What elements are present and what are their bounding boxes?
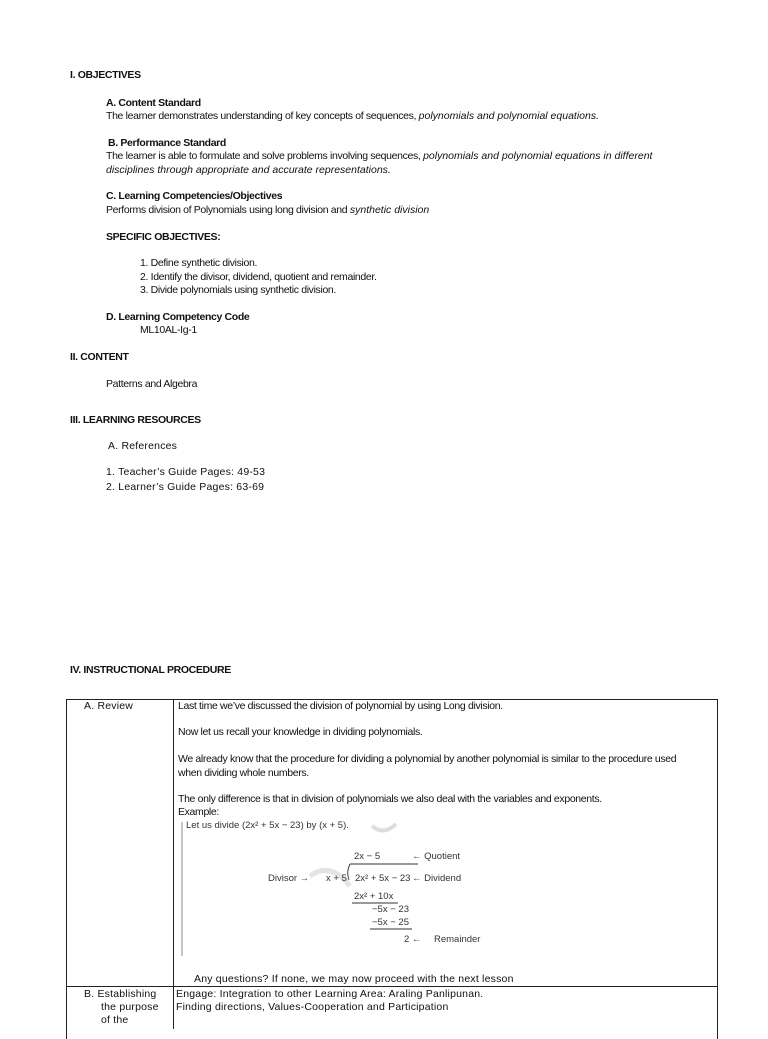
figure-remainder-label: Remainder: [434, 934, 481, 945]
review-label: A. Review: [84, 700, 134, 712]
references-title: A. References: [108, 440, 178, 452]
specific-objective-item: 1. Define synthetic division.: [140, 257, 258, 269]
figure-dividend: 2x² + 5x − 23: [355, 873, 411, 884]
competency-code-value: ML10AL-Ig-1: [140, 324, 197, 336]
content-standard-text: The learner demonstrates understanding of key concepts of sequences, polynomials and polynomial equations.: [106, 110, 600, 122]
figure-step: −5x − 23: [372, 904, 409, 915]
long-division-figure: [180, 816, 490, 961]
performance-standard-text-cont: disciplines through appropriate and accurate representations.: [106, 164, 391, 176]
establishing-label: B. Establishing: [84, 988, 157, 1000]
establishing-label-cont: of the: [101, 1014, 129, 1026]
table-row-divider: [66, 986, 718, 987]
content-text: Patterns and Algebra: [106, 378, 198, 390]
figure-step: 2x² + 10x: [354, 891, 394, 902]
specific-objective-item: 3. Divide polynomials using synthetic division.: [140, 284, 336, 296]
performance-standard-title: B. Performance Standard: [108, 137, 226, 149]
example-label: Example:: [178, 806, 219, 818]
reference-item: 2. Learner’s Guide Pages: 63-69: [106, 481, 265, 493]
figure-intro: Let us divide (2x² + 5x − 23) by (x + 5).: [186, 820, 349, 831]
content-heading: II. CONTENT: [70, 351, 129, 363]
figure-dividend-label: ← Dividend: [412, 873, 462, 884]
competencies-text: Performs division of Polynomials using long division and synthetic division: [106, 204, 430, 216]
figure-divisor-label: Divisor →: [268, 873, 310, 884]
review-paragraph: Now let us recall your knowledge in dividing polynomials.: [178, 726, 423, 738]
establishing-text: Engage: Integration to other Learning Area: Araling Panlipunan.: [176, 988, 484, 1000]
review-paragraph: We already know that the procedure for dividing a polynomial by another polynomial is similar to the procedure used: [178, 753, 677, 765]
reference-item: 1. Teacher’s Guide Pages: 49-53: [106, 466, 266, 478]
figure-remainder: 2 ←: [404, 934, 422, 945]
resources-heading: III. LEARNING RESOURCES: [70, 414, 201, 426]
performance-standard-text: The learner is able to formulate and solve problems involving sequences, polynomials and polynomial equations in different: [106, 150, 653, 162]
table-column-divider: [173, 699, 174, 1029]
figure-divisor: x + 5: [326, 873, 347, 884]
content-standard-title: A. Content Standard: [106, 97, 201, 109]
figure-step: −5x − 25: [372, 917, 409, 928]
competency-code-title: D. Learning Competency Code: [106, 311, 250, 323]
review-paragraph: The only difference is that in division of polynomials we also deal with the variables and exponents.: [178, 793, 602, 805]
review-paragraph: Last time we’ve discussed the division of polynomial by using Long division.: [178, 700, 503, 712]
competencies-title: C. Learning Competencies/Objectives: [106, 190, 283, 202]
specific-objectives-title: SPECIFIC OBJECTIVES:: [106, 231, 221, 243]
specific-objective-item: 2. Identify the divisor, dividend, quotient and remainder.: [140, 271, 377, 283]
review-closing: Any questions? If none, we may now proceed with the next lesson: [194, 973, 514, 985]
establishing-label-cont: the purpose: [101, 1001, 159, 1013]
review-paragraph-cont: when dividing whole numbers.: [178, 767, 309, 779]
procedure-heading: IV. INSTRUCTIONAL PROCEDURE: [70, 664, 231, 676]
figure-quotient: 2x − 5: [354, 851, 381, 862]
figure-quotient-label: ← Quotient: [412, 851, 461, 862]
establishing-text: Finding directions, Values-Cooperation and Participation: [176, 1001, 449, 1013]
objectives-heading: I. OBJECTIVES: [70, 69, 141, 81]
